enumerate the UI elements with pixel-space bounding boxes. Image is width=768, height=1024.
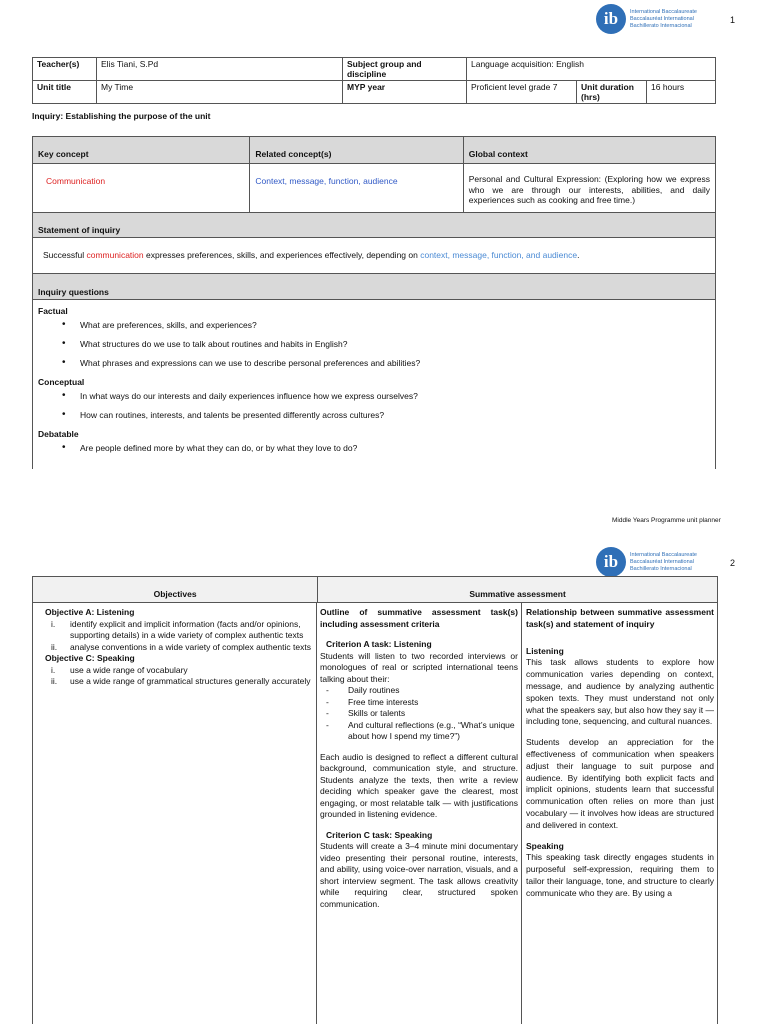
conceptual-label: Conceptual	[38, 377, 85, 387]
logo-line: Baccalauréat International	[630, 558, 694, 565]
myp-label: MYP year	[343, 81, 467, 104]
list-item	[45, 676, 314, 688]
listening-paragraph: This task allows students to explore how communication varies depending on context, message, and audience by analyzing authentic spoken texts. They must understand not only what the speakers say, but also how they say it — including tone, sequencing, and cultural nuances.	[526, 657, 714, 727]
soi-related-concepts: context, message, function, and audience	[420, 250, 578, 260]
factual-questions	[62, 320, 710, 368]
soi-text: .	[577, 250, 580, 260]
page-footer: Middle Years Programme unit planner	[612, 517, 721, 524]
table-header-row	[33, 577, 717, 603]
list-item: • In what ways do our interests and daily experiences influence how we express ourselves?	[62, 391, 710, 401]
list-item: • Are people defined more by what they can do, or by what they love to do?	[62, 443, 710, 453]
inquiry-questions	[32, 299, 716, 469]
criterion-a-title: Criterion A task: Listening	[326, 639, 432, 649]
factual-label: Factual	[38, 306, 68, 316]
criterion-a-list	[326, 685, 518, 743]
ib-logo	[596, 4, 697, 34]
list-item	[45, 665, 314, 677]
table-body-row	[33, 603, 717, 1024]
item-number: i.	[51, 618, 56, 629]
global-context-label: Global context	[468, 149, 528, 159]
listening-title: Listening	[526, 645, 564, 656]
key-concept-label: Key concept	[33, 137, 250, 163]
teacher-value: Elis Tiani, S.Pd	[97, 58, 343, 81]
subject-value: Language acquisition: English	[467, 58, 716, 81]
statement-of-inquiry	[32, 237, 716, 274]
duration-label: Unit duration (hrs)	[577, 81, 647, 104]
logo-line: Baccalauréat International	[630, 15, 694, 22]
soi-key-concept: communication	[86, 250, 144, 260]
item-text: analyse conventions in a wide variety of complex authentic texts	[70, 641, 311, 652]
objectives-assessment-table	[32, 576, 718, 1024]
speaking-title: Speaking	[526, 840, 564, 851]
item-number: ii.	[51, 641, 58, 652]
relationship-column	[522, 603, 717, 1024]
listening-paragraph: Students develop an appreciation for the effectiveness of communication when speakers adjust their language to suit purpose and audience. By identifying both explicit facts and implicit opinions, students learn that successful communication often relies on more than just vocabulary — it involves how ideas are structured and delivered in context.	[526, 737, 714, 830]
summative-header: Summative assessment	[469, 589, 566, 599]
criterion-a-text2: Each audio is designed to reflect a different cultural background, communication style, and structure. Students analyze the texts, then write a review deciding which speaker gave the clearest, most engaging, or most relatable talk — with justifications grounded in listening evidence.	[320, 751, 518, 819]
myp-value: Proficient level grade 7	[467, 81, 577, 104]
statement-of-inquiry-label: Statement of inquiry	[32, 212, 716, 238]
concepts-header-row	[32, 136, 716, 164]
logo-line: International Baccalaureate	[630, 8, 697, 15]
ib-logo-names	[630, 9, 697, 30]
relationship-title: Relationship between summative assessment task(s) and statement of inquiry	[526, 607, 714, 629]
criterion-c-title: Criterion C task: Speaking	[326, 829, 433, 840]
inquiry-section-title: Inquiry: Establishing the purpose of the unit	[32, 111, 211, 121]
list-item: - And cultural reflections (e.g., “What’s unique about how I spend my time?”)	[326, 720, 518, 743]
list-item	[45, 642, 314, 654]
soi-text: Successful	[43, 250, 87, 260]
subject-label: Subject group and discipline	[343, 58, 467, 81]
duration-value: 16 hours	[647, 81, 716, 104]
debatable-label: Debatable	[38, 429, 79, 439]
list-item: • What phrases and expressions can we use to describe personal preferences and abilities?	[62, 358, 710, 368]
objective-c-title: Objective C: Speaking	[45, 653, 135, 663]
ib-logo-names	[630, 552, 697, 573]
ib-logo	[596, 547, 697, 577]
conceptual-questions	[62, 391, 710, 420]
page-number: 1	[730, 15, 736, 25]
debatable-questions	[62, 443, 710, 453]
objectives-column	[33, 603, 317, 1024]
inquiry-questions-label: Inquiry questions	[32, 273, 716, 300]
list-item: - Skills or talents	[326, 708, 518, 720]
list-item: • How can routines, interests, and talents be presented differently across cultures?	[62, 410, 710, 420]
list-item: - Daily routines	[326, 685, 518, 697]
criterion-c-text: Students will create a 3–4 minute mini documentary video presenting their personal routine, interests, and ability, using voice-over narration, visuals, and a short interview segment. The task allows creativity while requiring clear, structured spoken communication.	[320, 841, 518, 909]
objectives-header: Objectives	[33, 577, 318, 602]
ib-logo-mark: ib	[596, 4, 626, 34]
item-number: i.	[51, 664, 56, 675]
objective-a-title: Objective A: Listening	[45, 607, 135, 617]
outline-column	[317, 603, 522, 1024]
objective-c-list	[45, 665, 314, 688]
global-context-value: Personal and Cultural Expression: (Exploring how we express who we are through our interests, abilities, and daily experiences such as cooking and free time.)	[468, 174, 710, 205]
list-item: - Free time interests	[326, 697, 518, 709]
unit-value: My Time	[97, 81, 343, 104]
logo-line: International Baccalaureate	[630, 551, 697, 558]
related-concepts-label: Related concept(s)	[250, 137, 463, 163]
item-text: identify explicit and implicit information (facts and/or opinions, supporting details) in a wide variety of complex authentic texts	[70, 618, 304, 640]
related-concepts-value: Context, message, function, audience	[250, 164, 463, 212]
unit-label: Unit title	[33, 81, 97, 104]
item-text: use a wide range of grammatical structures generally accurately	[70, 676, 311, 686]
item-text: use a wide range of vocabulary	[70, 664, 188, 675]
teacher-label: Teacher(s)	[33, 58, 97, 81]
objective-a-list	[45, 619, 314, 654]
ib-logo-mark: ib	[596, 547, 626, 577]
concepts-body-row	[32, 163, 716, 213]
speaking-paragraph: This speaking task directly engages students in purposeful self-expression, requiring them to tailor their language, tone, and structure to clearly communicate who they are. By using a	[526, 852, 714, 898]
soi-text: expresses preferences, skills, and experiences effectively, depending on	[143, 250, 421, 260]
item-number: ii.	[51, 676, 58, 686]
unit-info-table	[32, 57, 716, 104]
summative-column	[317, 603, 717, 1024]
page-number: 2	[730, 558, 736, 568]
list-item: • What are preferences, skills, and experiences?	[62, 320, 710, 330]
criterion-a-text: Students will listen to two recorded interviews or monologues of real or scripted international teens talking about their:	[320, 650, 518, 684]
logo-line: Bachillerato Internacional	[630, 22, 692, 29]
key-concept-value: Communication	[33, 164, 250, 212]
logo-line: Bachillerato Internacional	[630, 565, 692, 572]
list-item: • What structures do we use to talk about routines and habits in English?	[62, 339, 710, 349]
outline-title: Outline of summative assessment task(s) including assessment criteria	[320, 607, 518, 629]
list-item	[45, 619, 314, 642]
